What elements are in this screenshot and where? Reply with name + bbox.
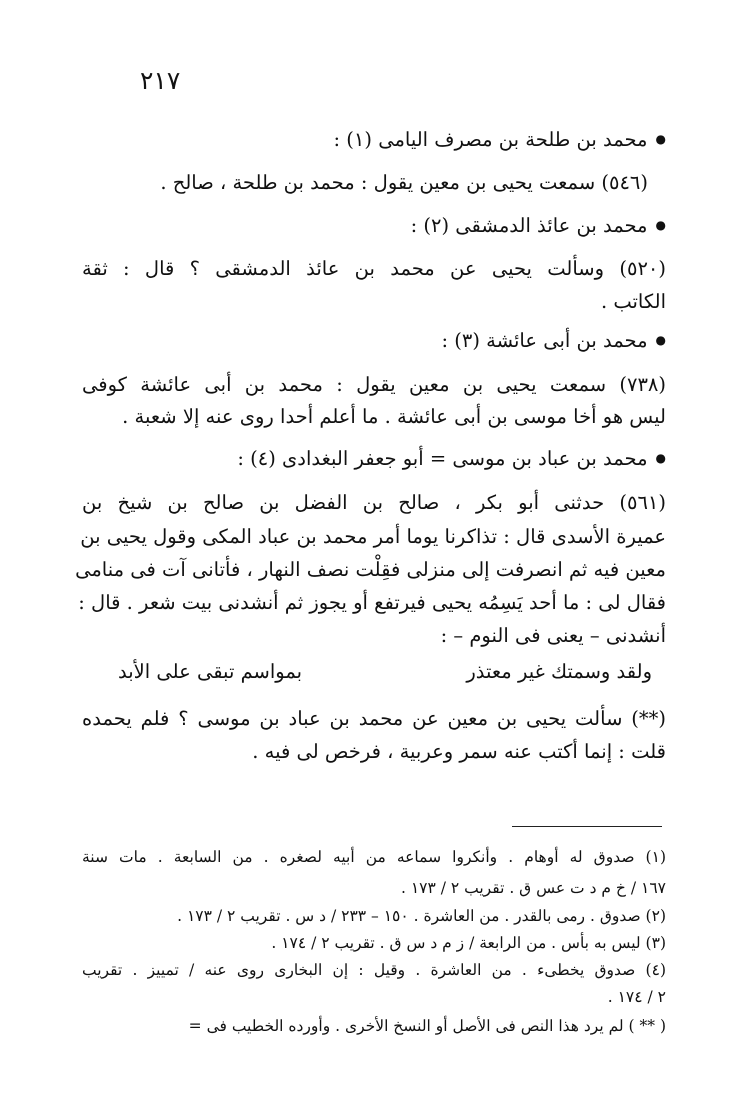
narration-starred: (**) سألت يحيى بن معين عن محمد بن عباد بن موسى ؟ فلم يحمده (82, 707, 666, 730)
footnote-4: (٤) صدوق يخطىء . من العاشرة . وقيل : إن البخارى روى عنه / تمييز . تقريب (82, 961, 666, 979)
footnote-1-cont: ١٦٧ / خ م د ت عس ق . تقريب ٢ / ١٧٣ . (400, 879, 666, 897)
footnote-2: (٢) صدوق . رمى بالقدر . من العاشرة . ١٥٠ – ٢٣٣ / د س . تقريب ٢ / ١٧٣ . (177, 907, 666, 925)
narration-561-line3: معين فيه ثم انصرفت إلى منزلى فقِلْت نصف النهار ، فأتانى آت فى منامى (75, 558, 666, 581)
entry-heading-ibn-abbad: ● محمد بن عباد بن موسى = أبو جعفر البغدادى (٤) : (237, 446, 666, 474)
narration-561-line5: أنشدنى – يعنى فى النوم – : (440, 624, 666, 647)
entry-heading-ibn-talha: ● محمد بن طلحة بن مصرف اليامى (١) : (334, 127, 666, 155)
footnote-starred: ( ** ) لم يرد هذا النص فى الأصل أو النسخ الأخرى . وأورده الخطيب فى = (188, 1017, 666, 1035)
poem-verse (118, 660, 652, 683)
footnote-4-cont: ٢ / ١٧٤ . (607, 988, 666, 1006)
narration-561-line2: عميرة الأسدى قال : تذاكرنا يوما أمر محمد بن عباد المكى وقول يحيى بن (80, 525, 666, 548)
footnote-3: (٣) ليس به بأس . من الرابعة / ز م د س ق . تقريب ٢ / ١٧٤ . (271, 934, 666, 952)
narration-starred-cont: قلت : إنما أكتب عنه سمر وعربية ، فرخص لى فيه . (252, 740, 666, 763)
page-number: ٢١٧ (140, 66, 181, 95)
entry-heading-ibn-aidh: ● محمد بن عائذ الدمشقى (٢) : (411, 213, 666, 241)
footnote-divider (512, 826, 662, 827)
narration-520: (٥٢٠) وسألت يحيى عن محمد بن عائذ الدمشقى ؟ قال : ثقة (82, 257, 666, 280)
narration-561: (٥٦١) حدثنى أبو بكر ، صالح بن الفضل بن صالح بن شيخ بن (82, 491, 666, 514)
narration-738: (٧٣٨) سمعت يحيى بن معين يقول : محمد بن أبى عائشة كوفى (82, 373, 666, 396)
narration-738-cont: ليس هو أخا موسى بن أبى عائشة . ما أعلم أحدا روى عنه إلا شعبة . (122, 405, 666, 428)
poem-first-hemistich: ولقد وسمتك غير معتذر (466, 660, 652, 683)
entry-heading-ibn-abi-aisha: ● محمد بن أبى عائشة (٣) : (441, 328, 666, 356)
footnote-1: (١) صدوق له أوهام . وأنكروا سماعه من أبيه لصغره . من السابعة . مات سنة (82, 848, 666, 866)
narration-561-line4: فقال لى : ما أحد يَسِمُه يحيى فيرتفع أو يجوز ثم أنشدنى بيت شعر . قال : (78, 591, 666, 614)
poem-second-hemistich: بمواسم تبقى على الأبد (118, 660, 303, 683)
narration-520-cont: الكاتب . (600, 290, 666, 313)
narration-546: (٥٤٦) سمعت يحيى بن معين يقول : محمد بن طلحة ، صالح . (160, 171, 648, 194)
